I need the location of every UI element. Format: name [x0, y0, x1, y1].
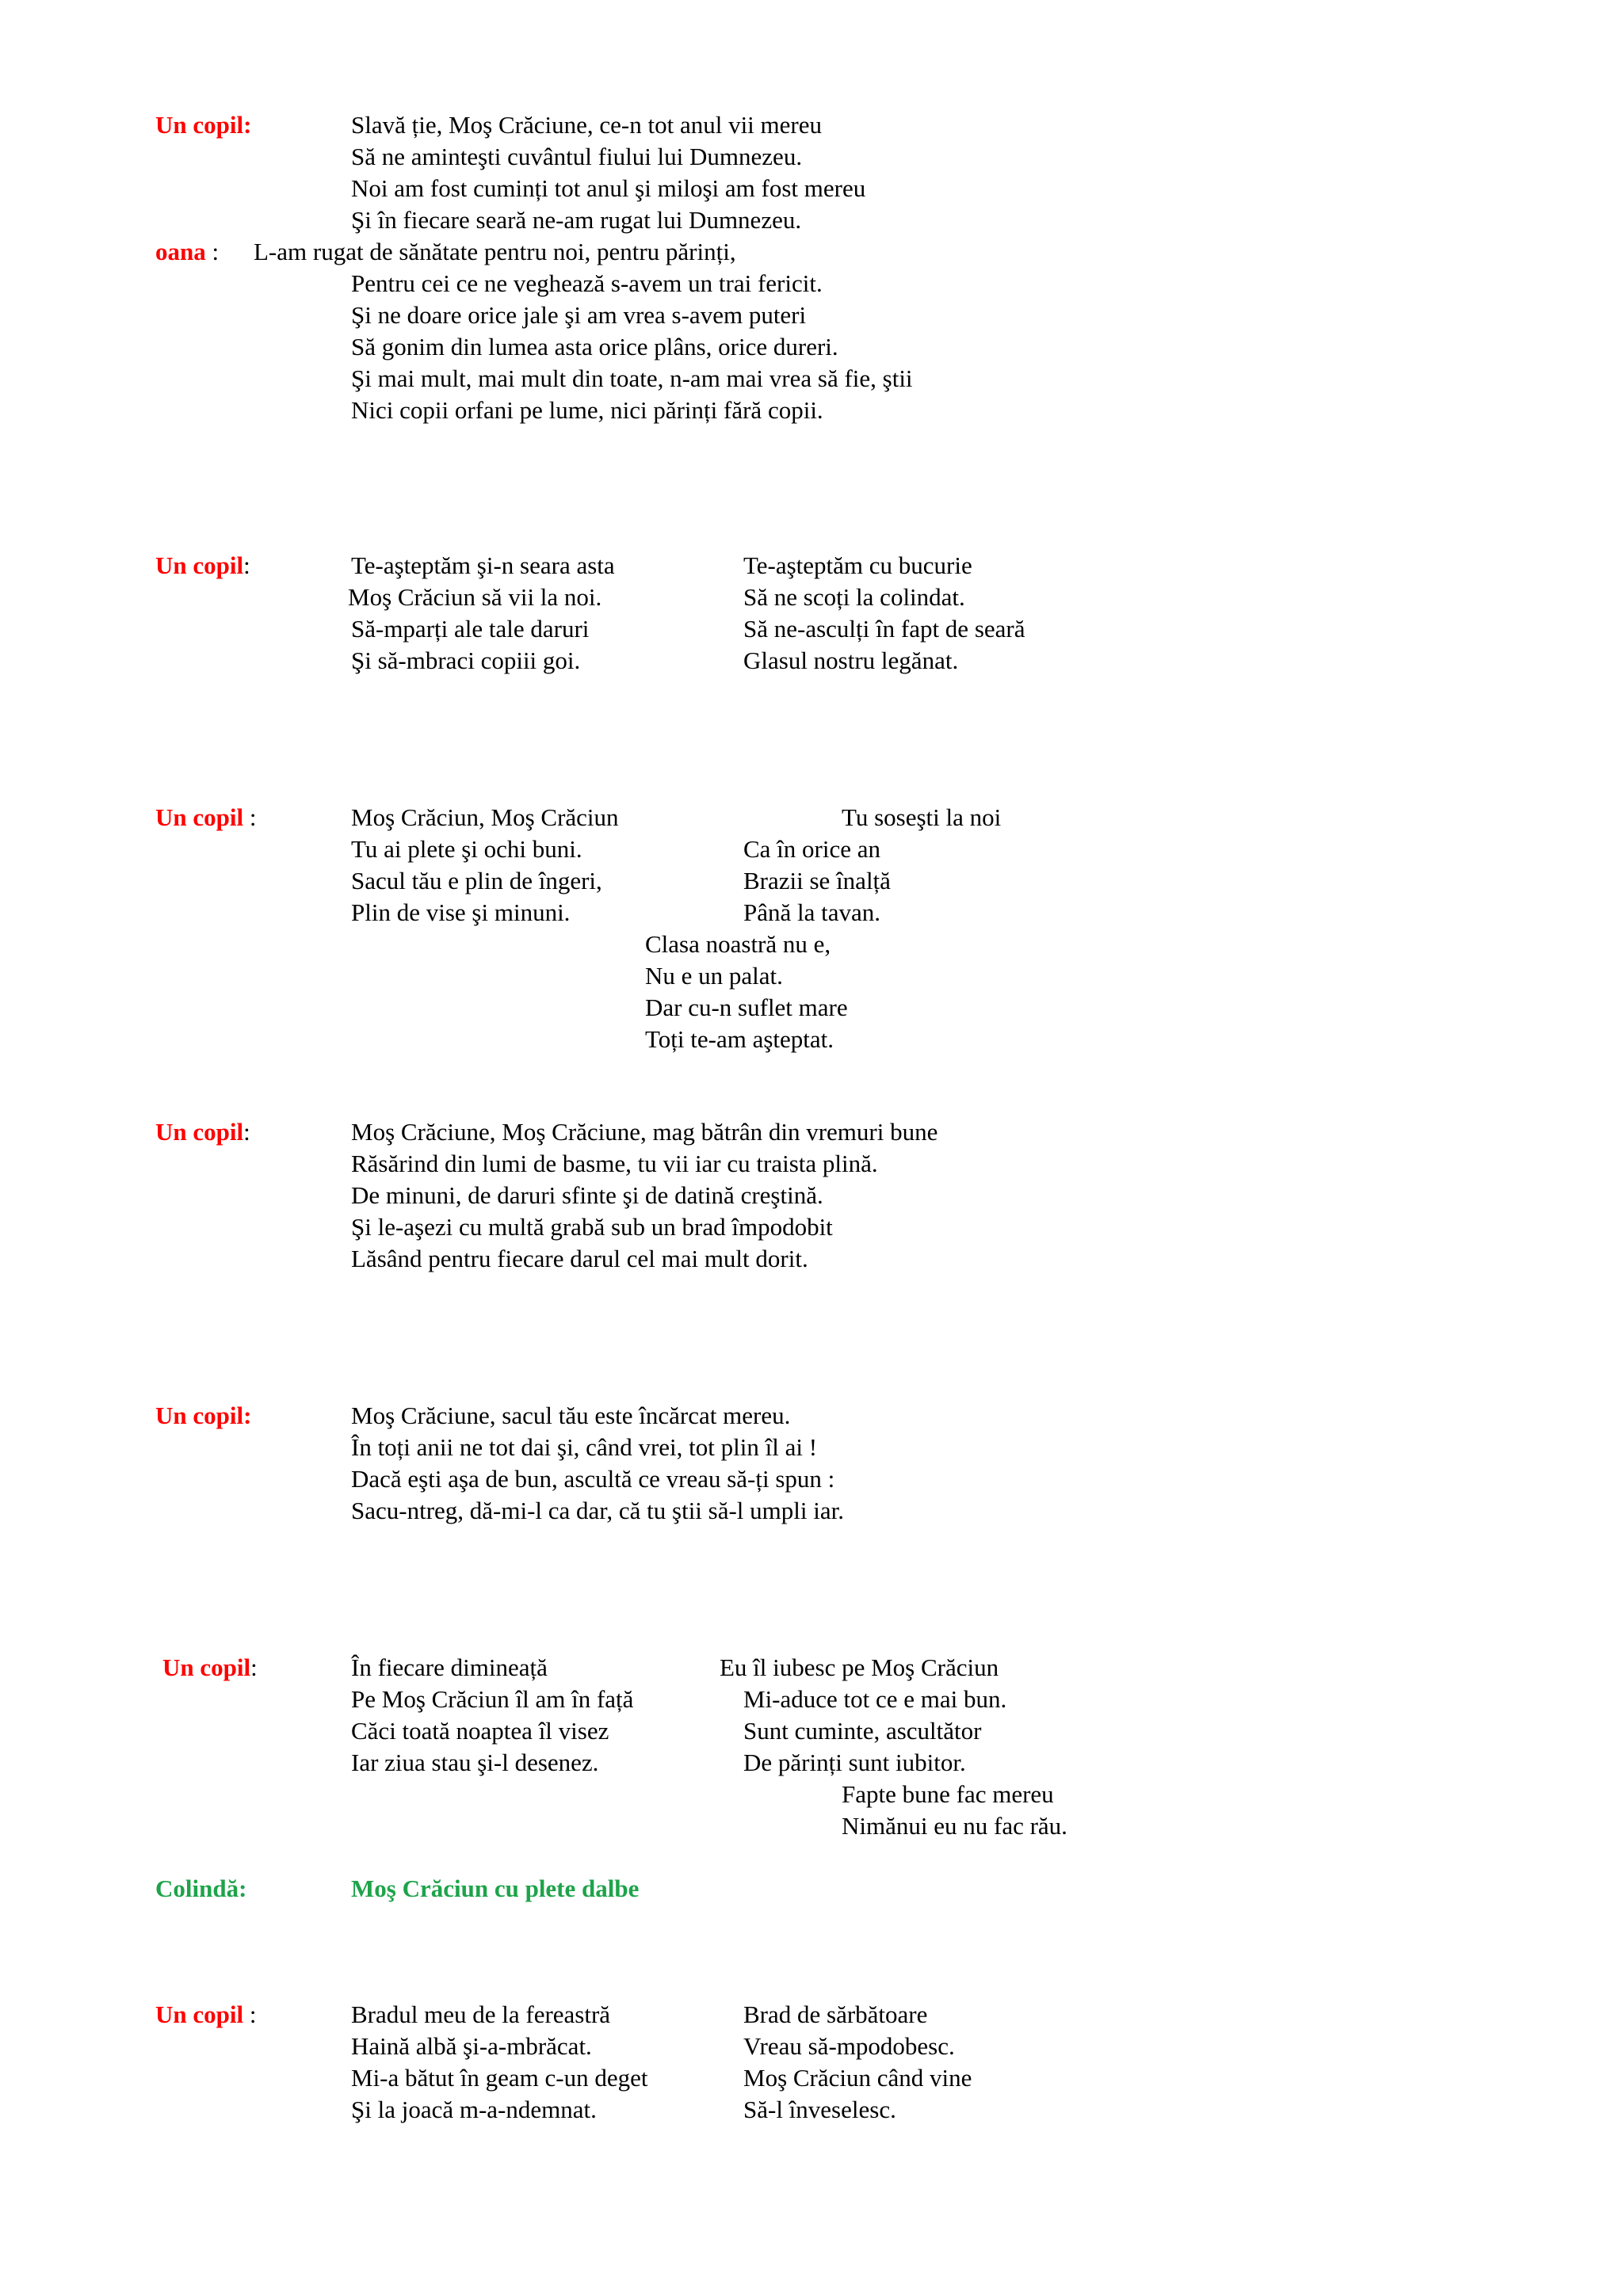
speaker-line — [155, 1116, 250, 1148]
poem-line: Glasul nostru legănat. — [743, 646, 959, 674]
poem-line: Sunt cuminte, ascultător — [743, 1717, 982, 1745]
speaker-separator: : — [205, 238, 220, 265]
poem-line: Să ne aminteşti cuvântul fiului lui Dumnezeu. — [351, 143, 803, 170]
poem-line: Ca în orice an — [743, 835, 881, 863]
poem-line: Pe Moş Crăciun îl am în față — [351, 1685, 634, 1713]
stanza-right — [743, 833, 891, 929]
poem-line: Mi-aduce tot ce e mai bun. — [743, 1685, 1007, 1713]
poem-line: Şi să-mbraci copiii goi. — [351, 646, 581, 674]
poem-line: Clasa noastră nu e, — [645, 930, 831, 958]
poem-line: Nici copii orfani pe lume, nici părinți fără copii. — [351, 396, 823, 424]
poem-line: Te-aşteptăm cu bucurie — [743, 551, 972, 579]
stanza-right — [743, 1684, 1006, 1779]
speaker-separator: : — [243, 551, 250, 579]
poem-line: Moş Crăciun să vii la noi. — [348, 583, 602, 611]
poem-line: Moş Crăciune, sacul tău este încărcat mereu. — [351, 1402, 791, 1429]
poem-line: Fapte bune fac mereu — [842, 1780, 1054, 1808]
poem-line: Răsărind din lumi de basme, tu vii iar cu traista plină. — [351, 1150, 878, 1177]
speaker-line — [155, 802, 256, 833]
stanza-left — [351, 1999, 647, 2126]
speaker-label: Un copil: — [155, 1402, 252, 1429]
speaker-separator: : — [243, 1118, 250, 1146]
speaker-label: Un copil — [162, 1653, 251, 1681]
poem-line: Dar cu-n suflet mare — [645, 994, 848, 1021]
stanza — [351, 1116, 938, 1275]
poem-line: De minuni, de daruri sfinte şi de datină creştină. — [351, 1181, 823, 1209]
speaker-line — [155, 236, 219, 268]
poem-line: Te-aşteptăm şi-n seara asta — [351, 551, 615, 579]
stanza-left — [351, 1652, 633, 1779]
poem-line: Să gonim din lumea asta orice plâns, orice dureri. — [351, 333, 838, 360]
speaker-separator: : — [243, 803, 257, 831]
poem-line: Tu ai plete şi ochi buni. — [351, 835, 582, 863]
poem-line: Şi mai mult, mai mult din toate, n-am mai vrea să fie, ştii — [351, 364, 913, 392]
poem-line: Să-mparți ale tale daruri — [351, 615, 590, 643]
poem-line: Şi în fiecare seară ne-am rugat lui Dumnezeu. — [351, 206, 802, 234]
poem-line: Slavă ție, Moş Crăciune, ce-n tot anul vii mereu — [351, 111, 822, 139]
stanza-center — [645, 929, 848, 1055]
stanza-indent — [842, 1779, 1067, 1842]
poem-line: Plin de vise şi minuni. — [351, 898, 571, 926]
speaker-label: Un copil: — [155, 111, 252, 139]
poem-line: Bradul meu de la fereastră — [351, 2000, 611, 2028]
carol-title: Moş Crăciun cu plete dalbe — [351, 1875, 640, 1902]
poem-line: În fiecare dimineață — [351, 1653, 548, 1681]
speaker-label: Un copil — [155, 2000, 244, 2028]
speaker-line — [155, 1999, 256, 2031]
speaker-label: Un copil — [155, 1118, 244, 1146]
poem-line: Haină albă şi-a-mbrăcat. — [351, 2032, 592, 2060]
poem-line: Şi ne doare orice jale şi am vrea s-avem puteri — [351, 301, 807, 329]
speaker-label: Un copil — [155, 551, 244, 579]
stanza-left — [351, 802, 619, 929]
poem-line: Toți te-am aşteptat. — [645, 1025, 834, 1053]
poem-line: Şi le-aşezi cu multă grabă sub un brad împodobit — [351, 1213, 833, 1241]
poem-line: L-am rugat de sănătate pentru noi, pentru părinți, — [254, 238, 736, 265]
poem-line: Nu e un palat. — [645, 962, 783, 990]
stanza-right — [743, 1999, 972, 2126]
stanza — [351, 268, 913, 426]
poem-line: Vreau să-mpodobesc. — [743, 2032, 955, 2060]
speaker-separator: : — [250, 1653, 258, 1681]
poem-line: Tu soseşti la noi — [842, 803, 1002, 831]
speaker-line — [162, 1652, 258, 1684]
poem-line: Brazii se înalță — [743, 867, 891, 894]
poem-line: Brad de sărbătoare — [743, 2000, 928, 2028]
poem-line: Şi la joacă m-a-ndemnat. — [351, 2096, 597, 2123]
stanza — [351, 109, 865, 236]
poem-line: Mi-a bătut în geam c-un deget — [351, 2064, 648, 2092]
poem-line: Lăsând pentru fiecare darul cel mai mult dorit. — [351, 1245, 808, 1272]
carol-label: Colindă: — [155, 1875, 247, 1902]
poem-line: Să ne scoți la colindat. — [743, 583, 965, 611]
poem-line: De părinți sunt iubitor. — [743, 1749, 966, 1776]
poem-line: Căci toată noaptea îl visez — [351, 1717, 609, 1745]
poem-line: Să-l înveselesc. — [743, 2096, 896, 2123]
poem-line: Eu îl iubesc pe Moş Crăciun — [720, 1653, 999, 1681]
poem-line: Moş Crăciun când vine — [743, 2064, 972, 2092]
stanza — [351, 1400, 844, 1527]
speaker-label: Un copil — [155, 803, 244, 831]
speaker-line — [155, 550, 250, 582]
poem-line: Noi am fost cuminți tot anul şi miloşi am fost mereu — [351, 174, 866, 202]
poem-line: În toți anii ne tot dai şi, când vrei, tot plin îl ai ! — [351, 1433, 818, 1461]
poem-line: Sacu-ntreg, dă-mi-l ca dar, că tu ştii să-l umpli iar. — [351, 1497, 844, 1524]
poem-line: Dacă eşti aşa de bun, ascultă ce vreau să-ți spun : — [351, 1465, 835, 1493]
speaker-label: oana — [155, 238, 206, 265]
poem-line: Să ne-asculți în fapt de seară — [743, 615, 1025, 643]
speaker-separator: : — [243, 2000, 257, 2028]
poem-line: Moş Crăciun, Moş Crăciun — [351, 803, 619, 831]
poem-line: Moş Crăciune, Moş Crăciune, mag bătrân din vremuri bune — [351, 1118, 938, 1146]
poem-line: Nimănui eu nu fac rău. — [842, 1812, 1067, 1840]
poem-line: Sacul tău e plin de îngeri, — [351, 867, 602, 894]
stanza-right — [743, 550, 1025, 677]
poem-line: Iar ziua stau şi-l desenez. — [351, 1749, 599, 1776]
stanza-left — [348, 550, 615, 677]
poem-line: Până la tavan. — [743, 898, 881, 926]
poem-line: Pentru cei ce ne veghează s-avem un trai fericit. — [351, 269, 823, 297]
